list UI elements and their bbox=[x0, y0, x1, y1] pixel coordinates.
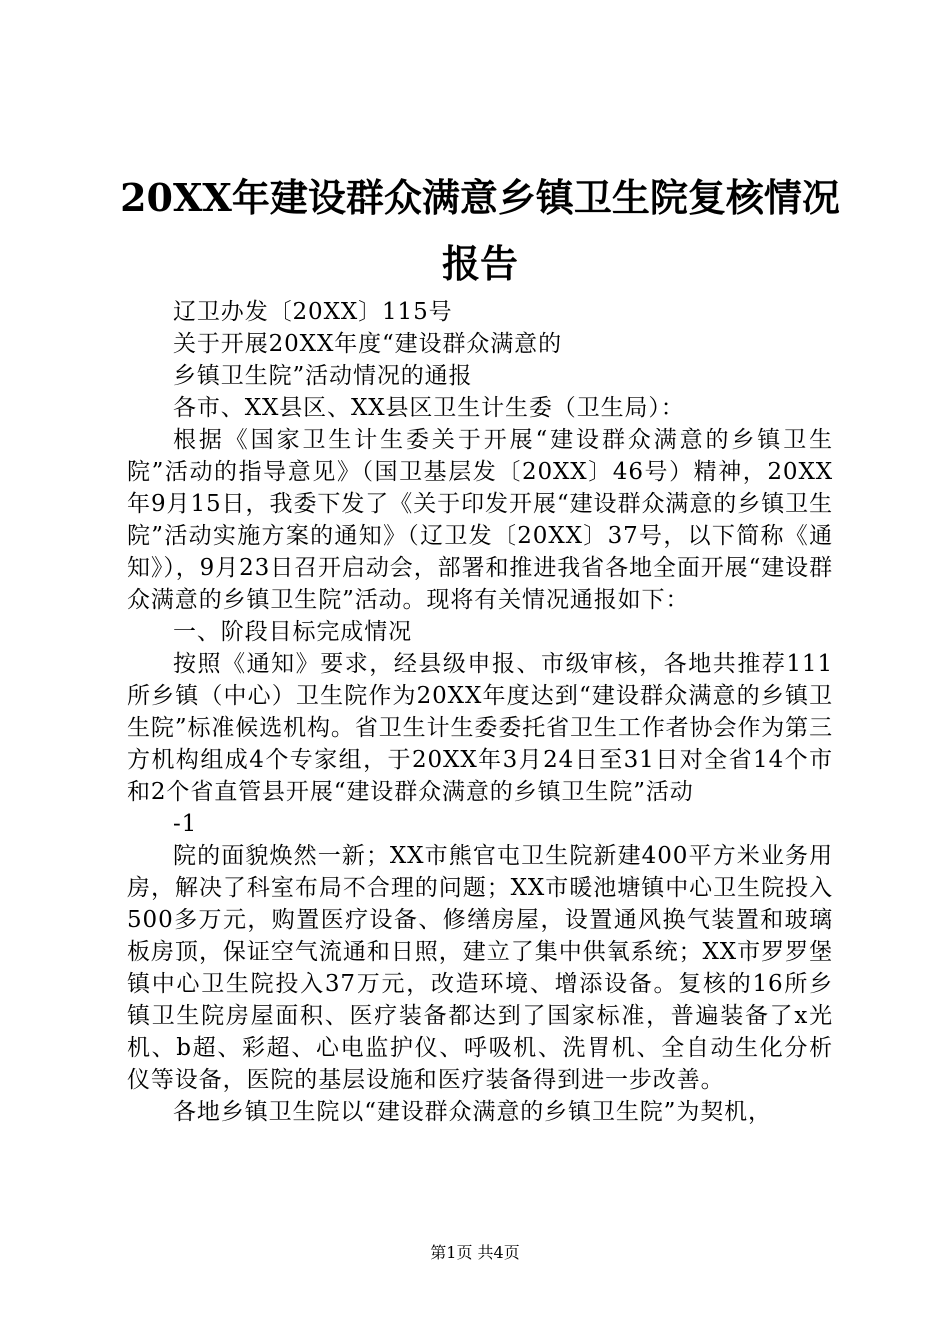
paragraph-opportunity: 各地乡镇卫生院以“建设群众满意的乡镇卫生院”为契机， bbox=[173, 1099, 772, 1125]
section-heading: 一、阶段目标完成情况 bbox=[173, 619, 412, 645]
document-title: 20XX年建设群众满意乡镇卫生院复核情况报告 bbox=[120, 175, 840, 286]
page-footer: 第1页 共4页 bbox=[430, 1243, 520, 1262]
document-number: 辽卫办发〔20XX〕115号 bbox=[173, 299, 453, 325]
paragraph-recommendation: 按照《通知》要求，经县级申报、市级审核，各地共推荐111所乡镇（中心）卫生院作为20XX年度达到“建设群众满意的乡镇卫生院”标准候选机构。省卫生计生委委托省卫生工作者协会作为第三方机构组成4个专家组，于20XX年3月24日至31日对全省14个市和2个省直管县开展“建设群众满意的乡镇卫生院”活动 bbox=[127, 651, 833, 805]
notice-title-line-1: 关于开展20XX年度“建设群众满意的 bbox=[173, 331, 562, 357]
notice-title-line-2: 乡镇卫生院”活动情况的通报 bbox=[173, 363, 473, 389]
document-body bbox=[127, 296, 833, 1128]
page-break-marker: -1 bbox=[173, 811, 198, 837]
salutation: 各市、XX县区、XX县区卫生计生委（卫生局）： bbox=[173, 395, 685, 421]
paragraph-facilities: 院的面貌焕然一新；XX市熊官屯卫生院新建400平方米业务用房，解决了科室布局不合理的问题；XX市暖池塘镇中心卫生院投入500多万元，购置医疗设备、修缮房屋，设置通风换气装置和玻璃板房顶，保证空气流通和日照，建立了集中供氧系统；XX市罗罗堡镇中心卫生院投入37万元，改造环境、增添设备。复核的16所乡镇卫生院房屋面积、医疗装备都达到了国家标准，普遍装备了x光机、b超、彩超、心电监护仪、呼吸机、洗胃机、全自动生化分析仪等设备，医院的基层设施和医疗装备得到进一步改善。 bbox=[127, 843, 833, 1093]
paragraph-intro: 根据《国家卫生计生委关于开展“建设群众满意的乡镇卫生院”活动的指导意见》（国卫基层发〔20XX〕46号）精神，20XX年9月15日，我委下发了《关于印发开展“建设群众满意的乡镇卫生院”活动实施方案的通知》（辽卫发〔20XX〕37号，以下简称《通知》），9月23日召开启动会，部署和推进我省各地全面开展“建设群众满意的乡镇卫生院”活动。现将有关情况通报如下： bbox=[127, 427, 833, 613]
